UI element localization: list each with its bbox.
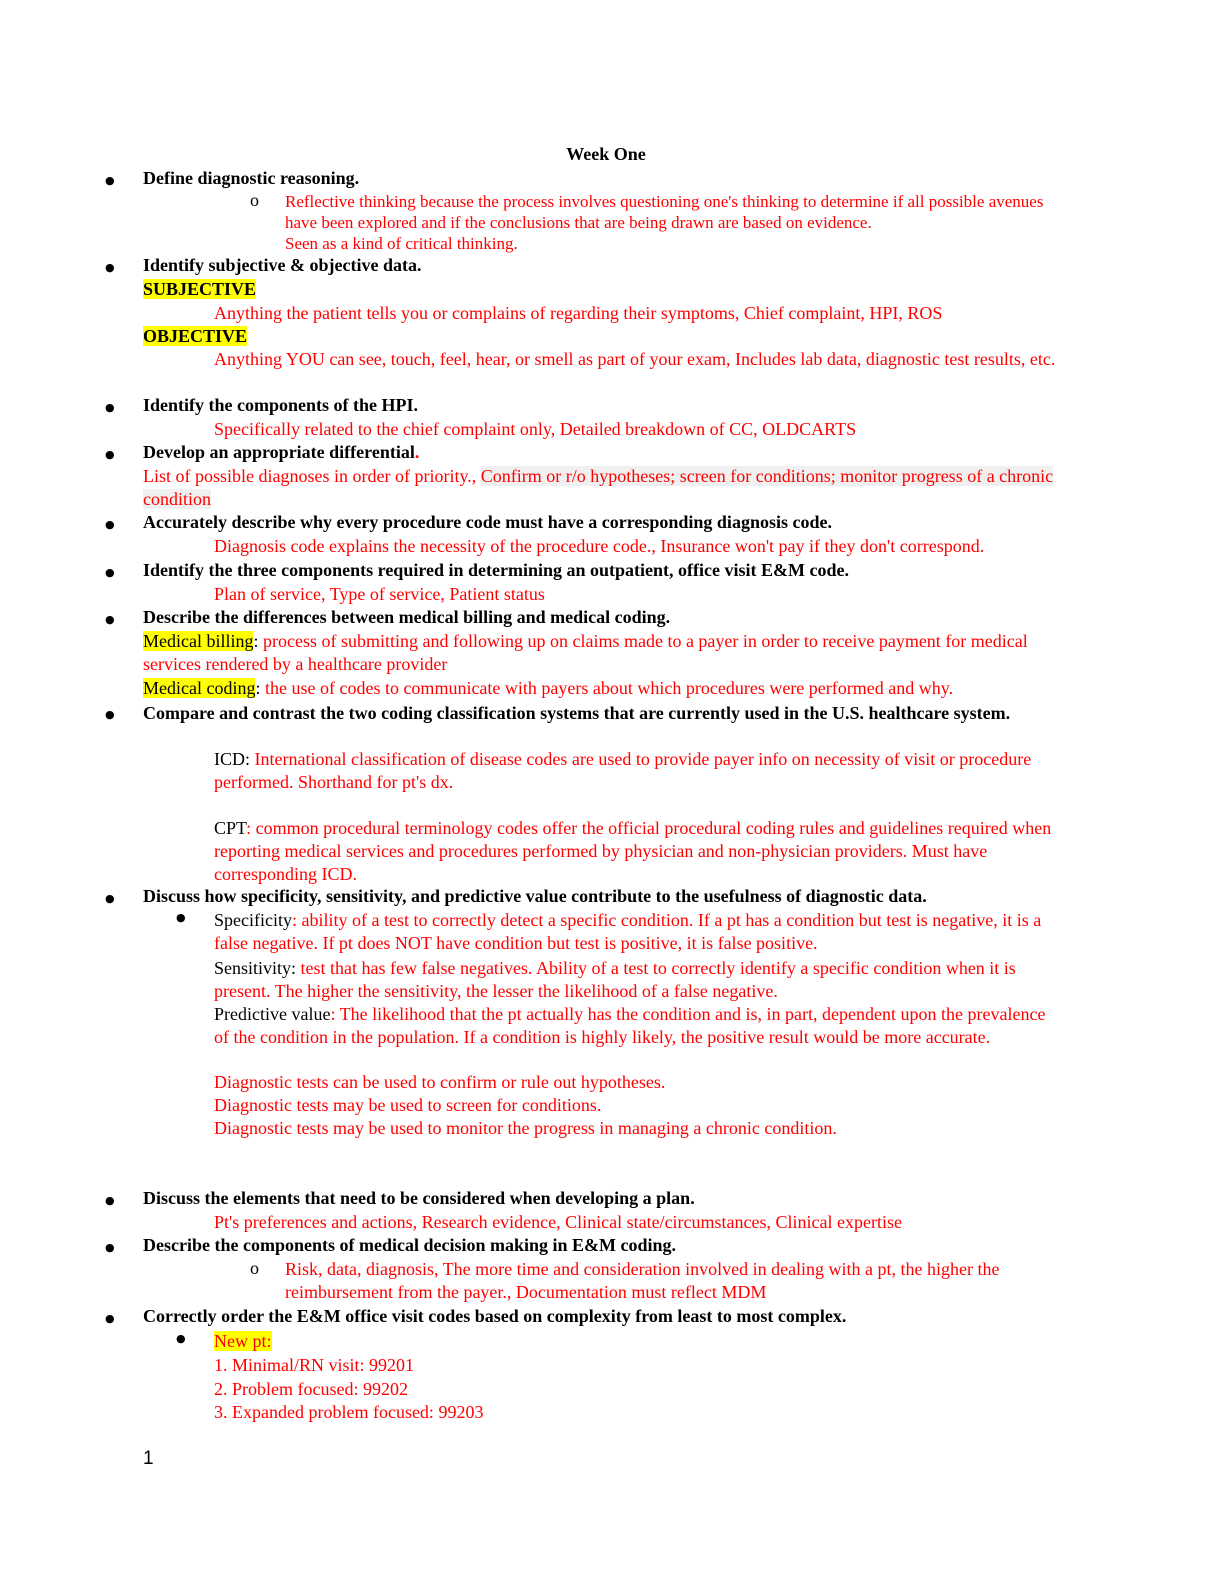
sub-bullet: ● bbox=[176, 911, 186, 924]
answer-diagnostic-reasoning-2: Seen as a kind of critical thinking. bbox=[285, 234, 518, 253]
predictive-text: : The likelihood that the pt actually has the condition and is, in part, dependent upon the prevalence of the condition in the population. If a condition is highly likely, the positive result would be more accurate. bbox=[214, 1004, 1046, 1047]
answer-differential-a: List of possible diagnoses in order of priority., bbox=[143, 466, 481, 486]
heading-coding-systems: Compare and contrast the two coding classification systems that are currently used in the U.S. healthcare system. bbox=[143, 703, 1011, 723]
predictive-label: Predictive value bbox=[214, 1004, 331, 1024]
bullet bbox=[105, 446, 117, 458]
objective-text: Anything YOU can see, touch, feel, hear, or smell as part of your exam, Includes lab data, diagnostic test results, etc. bbox=[214, 349, 1056, 369]
heading-differential: Develop an appropriate differential bbox=[143, 442, 415, 462]
bullet bbox=[105, 564, 117, 576]
answer-differential-b: Confirm or r/o hypotheses; screen for conditions; monitor progress of a chronic condition bbox=[143, 466, 1054, 509]
coding-colon: : bbox=[255, 678, 261, 698]
subjective-text: Anything the patient tells you or complains of regarding their symptoms, Chief complaint, HPI, ROS bbox=[214, 303, 943, 323]
bullet bbox=[105, 890, 117, 902]
heading-em-order: Correctly order the E&M office visit codes based on complexity from least to most complex. bbox=[143, 1306, 847, 1326]
heading-procedure-code: Accurately describe why every procedure code must have a corresponding diagnosis code. bbox=[143, 512, 832, 532]
sensitivity-label: Sensitivity: bbox=[214, 958, 297, 978]
em-item-3: 3. Expanded problem focused: 99203 bbox=[214, 1402, 484, 1422]
billing-text: process of submitting and following up on claims made to a payer in order to receive payment for medical services rendered by a healthcare provider bbox=[143, 631, 1028, 674]
bullet bbox=[105, 399, 117, 411]
heading-specificity: Discuss how specificity, sensitivity, and predictive value contribute to the usefulness of diagnostic data. bbox=[143, 886, 927, 906]
em-item-2: 2. Problem focused: 99202 bbox=[214, 1379, 408, 1399]
heading-mdm: Describe the components of medical decision making in E&M coding. bbox=[143, 1235, 676, 1255]
bullet bbox=[105, 259, 117, 271]
bullet bbox=[105, 1239, 117, 1251]
answer-mdm: Risk, data, diagnosis, The more time and consideration involved in dealing with a pt, the higher the reimbursement from the payer., Documentation must reflect MDM bbox=[285, 1259, 1000, 1302]
bullet bbox=[105, 1192, 117, 1204]
objective-label: OBJECTIVE bbox=[143, 326, 248, 346]
heading-differential-dot: . bbox=[414, 442, 420, 462]
specificity-label: Specificity bbox=[214, 910, 292, 930]
sub-bullet-marker: o bbox=[250, 1258, 259, 1278]
cpt-text: : common procedural terminology codes offer the official procedural coding rules and guidelines required when reporting medical services and procedures performed by physician and non-physician providers. Must have corresponding ICD. bbox=[214, 818, 1052, 884]
billing-label: Medical billing bbox=[143, 631, 254, 651]
cpt-label: CPT bbox=[214, 818, 247, 838]
answer-em-components: Plan of service, Type of service, Patient status bbox=[214, 584, 545, 604]
diagnostic-line-2: Diagnostic tests may be used to screen for conditions. bbox=[214, 1095, 602, 1115]
bullet bbox=[105, 516, 117, 528]
coding-label: Medical coding bbox=[143, 678, 256, 698]
em-item-1: 1. Minimal/RN visit: 99201 bbox=[214, 1355, 415, 1375]
heading-diagnostic-reasoning: Define diagnostic reasoning. bbox=[143, 168, 360, 188]
sensitivity-text: test that has few false negatives. Ability of a test to correctly identify a specific condition when it is present. The higher the sensitivity, the lesser the likelihood of a false negative. bbox=[214, 958, 1016, 1001]
specificity-text: : ability of a test to correctly detect a specific condition. If a pt has a condition but test is negative, it is a false negative. If pt does NOT have condition but test is positive, it is false positive. bbox=[214, 910, 1042, 953]
sub-bullet-marker: o bbox=[250, 190, 259, 210]
diagnostic-line-1: Diagnostic tests can be used to confirm or rule out hypotheses. bbox=[214, 1072, 666, 1092]
icd-text: International classification of disease codes are used to provide payer info on necessity of visit or procedure performed. Shorthand for pt's dx. bbox=[214, 749, 1032, 792]
heading-hpi: Identify the components of the HPI. bbox=[143, 395, 418, 415]
page-number: 1 bbox=[143, 1448, 154, 1469]
answer-plan: Pt's preferences and actions, Research evidence, Clinical state/circumstances, Clinical expertise bbox=[214, 1212, 902, 1232]
bullet bbox=[105, 172, 117, 184]
bullet bbox=[105, 706, 117, 718]
heading-em-components: Identify the three components required in determining an outpatient, office visit E&M code. bbox=[143, 560, 849, 580]
subjective-label: SUBJECTIVE bbox=[143, 279, 257, 299]
billing-colon: : bbox=[253, 631, 259, 651]
answer-hpi: Specifically related to the chief complaint only, Detailed breakdown of CC, OLDCARTS bbox=[214, 419, 857, 439]
heading-billing-coding: Describe the differences between medical billing and medical coding. bbox=[143, 607, 671, 627]
new-pt-label: New pt: bbox=[214, 1331, 272, 1351]
bullet bbox=[105, 611, 117, 623]
heading-subjective-objective: Identify subjective & objective data. bbox=[143, 255, 422, 275]
coding-text: the use of codes to communicate with payers about which procedures were performed and why. bbox=[260, 678, 954, 698]
bullet bbox=[105, 1310, 117, 1322]
answer-diagnostic-reasoning: Reflective thinking because the process involves questioning one's thinking to determine if all possible avenues have been explored and if the conclusions that are being drawn are based on evidence. bbox=[285, 192, 1044, 232]
answer-procedure-code: Diagnosis code explains the necessity of the procedure code., Insurance won't pay if they don't correspond. bbox=[214, 536, 985, 556]
sub-bullet: ● bbox=[176, 1332, 186, 1345]
page-title: Week One bbox=[566, 144, 646, 164]
icd-label: ICD: bbox=[214, 749, 250, 769]
heading-plan: Discuss the elements that need to be considered when developing a plan. bbox=[143, 1188, 695, 1208]
diagnostic-line-3: Diagnostic tests may be used to monitor the progress in managing a chronic condition. bbox=[214, 1118, 837, 1138]
